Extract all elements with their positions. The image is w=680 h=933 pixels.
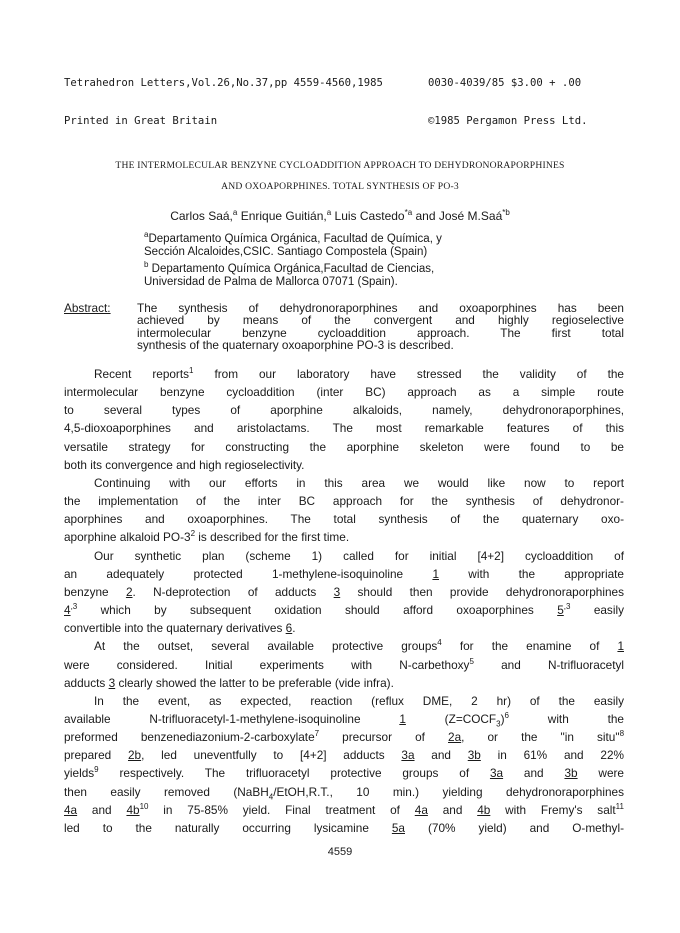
- body-line: 4,5-dioxoaporphines and aristolactams. The most remarkable features of this: [64, 421, 624, 436]
- affiliation-mark: a: [144, 230, 149, 239]
- compound-number: 5a: [391, 820, 405, 835]
- body-line: preformed benzenediazonium-2-carboxylate$^7$ precursor of 2a, or the "in situ"$^8$: [64, 729, 625, 745]
- affiliation-mark: b: [144, 260, 149, 269]
- compound-number: 1: [432, 566, 439, 581]
- author-list: [0, 208, 680, 223]
- body-line: then easily removed (NaBH$_4$/EtOH,R.T., 10 min.) yielding dehydronoraporphines: [64, 784, 625, 801]
- reference-mark: 8: [619, 729, 625, 739]
- affiliation-a: [144, 228, 442, 259]
- body-line: yields$^9$ respectively. The trifluoracetyl protective groups of 3a and 3b were: [64, 765, 624, 781]
- affiliation-line: Departamento Química Orgánica, Facultad de Química, y: [148, 232, 442, 245]
- body-line: prepared 2b, led uneventfully to [4+2] adducts 3a and 3b in 61% and 22%: [64, 748, 624, 763]
- abstract-heading: Abstract:: [64, 301, 111, 315]
- body-line: 4a and $4b^{10}$ in 75-85% yield. Final treatment of 4a and 4b with Fremy's salt$^{11}$: [64, 801, 624, 817]
- reference-mark: 7: [314, 729, 320, 739]
- body-line: to several types of aporphine alkaloids, namely, dehydronoraporphines,: [64, 403, 624, 418]
- compound-number: 3: [108, 675, 116, 690]
- body-line: At the outset, several available protective groups$^4$ for the enamine of 1: [94, 638, 624, 654]
- body-line: convertible into the quaternary derivatives 6.: [64, 621, 296, 636]
- compound-number: 4b: [477, 802, 491, 817]
- paper-title-line-1: THE INTERMOLECULAR BENZYNE CYCLOADDITION APPROACH TO DEHYDRONORAPORPHINES: [115, 160, 565, 171]
- body-line: aporphines and oxoaporphines. The total synthesis of the quaternary oxo-: [64, 512, 624, 527]
- compound-number: 4a: [64, 802, 78, 817]
- body-line: were considered. Initial experiments with N-carbethoxy$^5$ and N-trifluoracetyl: [64, 656, 625, 672]
- body-line: $4^{,3}$ which by subsequent oxidation should afford oxoaporphines $5^{,3}$ easily: [64, 602, 624, 618]
- journal-citation-line: Tetrahedron Letters,Vol.26,No.37,pp 4559-4560,1985: [64, 77, 383, 89]
- body-line: led to the naturally occurring lysicamine 5a (70% yield) and O-methyl-: [64, 820, 624, 835]
- abstract-line: The synthesis of dehydronoraporphines and oxoaporphines has been: [137, 301, 624, 315]
- reference-mark: ,3: [563, 602, 571, 612]
- abstract-line: intermolecular benzyne cycloaddition approach. The first total: [137, 325, 624, 340]
- compound-number: 1: [399, 711, 406, 726]
- copyright-line: ©1985 Pergamon Press Ltd.: [428, 114, 588, 127]
- journal-citation: [64, 52, 383, 152]
- body-line: In the event, as expected, reaction (reflux DME, 2 hr) of the easily: [94, 693, 624, 708]
- reference-mark: 2: [190, 529, 196, 539]
- body-line: available N-trifluoracetyl-1-methylene-isoquinoline 1 $(Z=COCF_3)^6$ with the: [64, 711, 624, 729]
- author-affiliation-mark: *b: [502, 208, 510, 217]
- compound-number: 2a: [448, 730, 462, 745]
- paper-title-line-2: AND OXOAPORPHINES. TOTAL SYNTHESIS OF PO-3: [221, 181, 459, 192]
- compound-number: 4a: [414, 802, 428, 817]
- body-line: both its convergence and high regioselectivity.: [64, 457, 305, 472]
- body-line: aporphine alkaloid $PO-3^2$ is described for the first time.: [64, 529, 350, 545]
- author-conjunction: and: [415, 209, 436, 223]
- body-line: Recent reports$^1$ from our laboratory have stressed the validity of the: [94, 366, 624, 381]
- author-name: José M.Saá: [438, 209, 503, 223]
- body-line: Continuing with our efforts in this area we would like now to report: [94, 475, 624, 490]
- reference-mark: 10: [139, 801, 149, 811]
- abstract-line: achieved by means of the convergent and highly regioselective: [137, 313, 624, 328]
- reference-mark: 9: [94, 765, 99, 775]
- author-affiliation-mark: *a: [404, 208, 413, 217]
- compound-number: 6: [285, 621, 293, 636]
- affiliation-b: [144, 258, 434, 289]
- article-body: [64, 365, 624, 837]
- body-line: versatile strategy for constructing the aporphine skeleton were found to be: [64, 439, 624, 454]
- compound-number: 4b: [126, 802, 140, 817]
- compound-number: 5: [557, 603, 564, 618]
- affiliation-line: Departamento Química Orgánica,Facultad de Ciencias,: [148, 262, 435, 275]
- subscript: 4: [268, 791, 274, 801]
- reference-mark: 1: [189, 366, 194, 376]
- body-line: adducts 3 clearly showed the latter to be preferable (vide infra).: [64, 675, 394, 690]
- compound-number: 3b: [564, 766, 578, 781]
- compound-number: 2b: [127, 748, 142, 763]
- issn-price-line: 0030-4039/85 $3.00 + .00: [428, 77, 582, 89]
- author-affiliation-mark: a: [232, 208, 238, 217]
- affiliation-line: Universidad de Palma de Mallorca 07071 (Spain).: [144, 275, 398, 288]
- compound-number: 3: [333, 584, 341, 599]
- compound-number: 2: [125, 584, 133, 599]
- reference-mark: 6: [504, 711, 509, 721]
- body-line: intermolecular benzyne cycloaddition (inter BC) approach as a simple route: [64, 385, 624, 400]
- compound-number: 3a: [401, 748, 415, 763]
- printed-in-line: Printed in Great Britain: [64, 114, 218, 127]
- compound-number: 4: [64, 603, 71, 618]
- affiliation-line: Sección Alcaloides,CSIC. Santiago Compostela (Spain): [144, 245, 428, 258]
- subscript: 3: [496, 719, 501, 729]
- abstract-body: [137, 302, 624, 352]
- author-name: Luis Castedo: [334, 209, 405, 223]
- author-name: Carlos Saá,: [170, 209, 233, 223]
- body-line: Our synthetic plan (scheme 1) called for initial [4+2] cycloaddition of: [94, 548, 624, 563]
- reference-mark: ,3: [70, 602, 78, 612]
- journal-copyright: [428, 52, 587, 152]
- body-line: benzyne 2. N-deprotection of adducts 3 should then provide dehydronoraporphines: [64, 584, 624, 599]
- compound-number: 3b: [467, 748, 481, 763]
- compound-number: 1: [617, 639, 624, 654]
- reference-mark: 4: [437, 638, 442, 648]
- author-name: Enrique Guitián,: [240, 209, 327, 223]
- author-affiliation-mark: a: [326, 208, 332, 217]
- page-number: 4559: [327, 846, 353, 858]
- compound-number: 3a: [489, 766, 504, 781]
- reference-mark: 11: [615, 801, 624, 811]
- body-line: the implementation of the inter BC approach for the synthesis of dehydronor-: [64, 494, 624, 509]
- body-line: an adequately protected 1-methylene-isoquinoline 1 with the appropriate: [64, 566, 624, 581]
- reference-mark: 5: [469, 656, 474, 666]
- abstract-line: synthesis of the quaternary oxoaporphine PO-3 is described.: [137, 338, 454, 353]
